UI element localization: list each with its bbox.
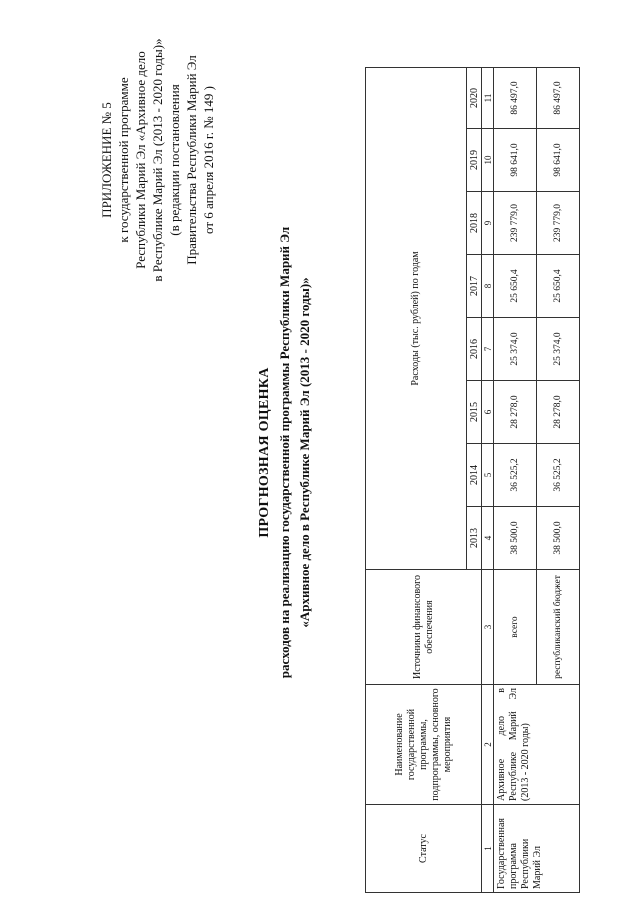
expense-value: 25 650,4 <box>494 255 537 318</box>
year-header: 2018 <box>467 192 482 255</box>
appendix-line: ПРИЛОЖЕНИЕ № 5 <box>99 102 114 218</box>
expense-value: 25 650,4 <box>537 255 580 318</box>
column-number: 8 <box>482 255 494 318</box>
column-number-row <box>482 67 494 892</box>
column-number: 7 <box>482 318 494 381</box>
document-title: ПРОГНОЗНАЯ ОЦЕНКА <box>257 367 272 538</box>
year-header: 2014 <box>467 444 482 507</box>
expense-value: 86 497,0 <box>494 67 537 128</box>
appendix-line: в Республике Марий Эл (2013 - 2020 годы)» <box>150 38 165 282</box>
column-number: 3 <box>482 570 494 685</box>
header-source: Источники финансового обеспечения <box>366 570 482 685</box>
year-header: 2013 <box>467 507 482 570</box>
document-subtitle: расходов на реализацию государственной программы Республики Марий Эл <box>277 226 292 679</box>
column-number: 4 <box>482 507 494 570</box>
appendix-line: к государственной программе <box>116 77 131 243</box>
year-header: 2017 <box>467 255 482 318</box>
year-header: 2019 <box>467 129 482 192</box>
funding-source: республиканский бюджет <box>537 570 580 685</box>
expense-value: 98 641,0 <box>537 129 580 192</box>
year-header: 2020 <box>467 67 482 128</box>
expense-value: 25 374,0 <box>494 318 537 381</box>
column-number: 5 <box>482 444 494 507</box>
expense-value: 38 500,0 <box>537 507 580 570</box>
column-number: 6 <box>482 381 494 444</box>
expense-value: 28 278,0 <box>537 381 580 444</box>
appendix-line: Правительства Республики Марий Эл <box>184 55 199 265</box>
expense-value: 36 525,2 <box>537 444 580 507</box>
header-expenses: Расходы (тыс. рублей) по годам <box>366 67 467 569</box>
appendix-line: (в редакции постановления <box>167 84 182 236</box>
expense-value: 86 497,0 <box>537 67 580 128</box>
funding-source: всего <box>494 570 537 685</box>
column-number: 2 <box>482 685 494 805</box>
expense-value: 98 641,0 <box>494 129 537 192</box>
expense-value: 239 779,0 <box>494 192 537 255</box>
expense-value: 36 525,2 <box>494 444 537 507</box>
expense-value: 25 374,0 <box>537 318 580 381</box>
program-name: Архивное дело в Республике Марий Эл (2013 - 2020 годы) <box>494 685 580 805</box>
column-number: 10 <box>482 129 494 192</box>
appendix-line: Республики Марий Эл «Архивное дело <box>133 51 148 269</box>
expense-value: 239 779,0 <box>537 192 580 255</box>
document-heading <box>255 0 315 905</box>
document-program-name: «Архивное дело в Республике Марий Эл (2013 - 2020 годы)» <box>297 277 312 628</box>
appendix-note <box>98 10 217 310</box>
header-name: Наименование государственной программы, подпрограммы, основного мероприятия <box>366 685 482 805</box>
expense-value: 28 278,0 <box>494 381 537 444</box>
column-number: 9 <box>482 192 494 255</box>
column-number: 11 <box>482 67 494 128</box>
header-row <box>366 67 467 892</box>
expense-value: 38 500,0 <box>494 507 537 570</box>
column-number: 1 <box>482 805 494 893</box>
program-status: Государственная программа Республики Марий Эл <box>494 805 580 893</box>
expense-estimate-table <box>365 67 580 893</box>
appendix-line: от 6 апреля 2016 г. № 149 ) <box>201 86 216 234</box>
header-status: Статус <box>366 805 482 893</box>
year-header: 2016 <box>467 318 482 381</box>
year-header: 2015 <box>467 381 482 444</box>
table-row <box>494 67 537 892</box>
